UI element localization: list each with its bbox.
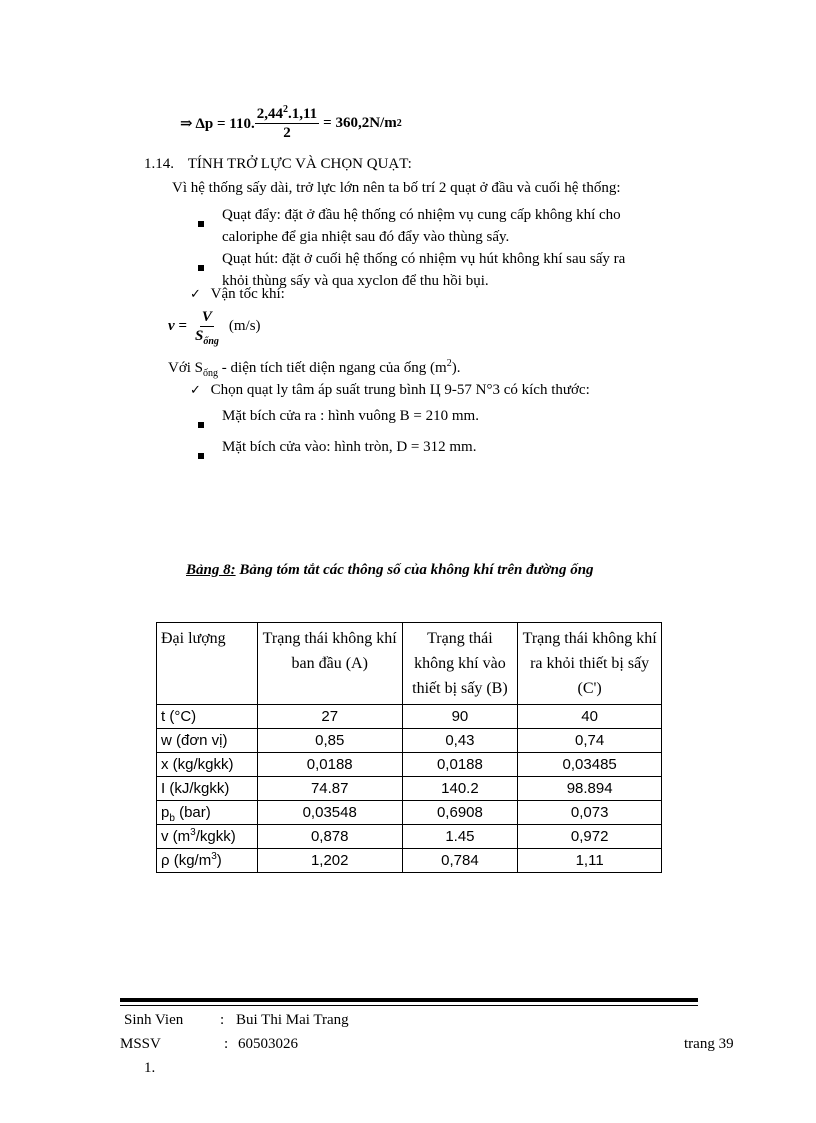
checkmark-icon: ✓	[190, 287, 201, 302]
square-bullet-icon	[198, 453, 204, 459]
table-cell: 0,878	[257, 825, 402, 849]
row-label: I (kJ/kgkk)	[157, 777, 258, 801]
table-cell: 0,03548	[257, 801, 402, 825]
formula-v-numerator: V	[201, 309, 212, 325]
label-main: ρ (kg/m	[161, 852, 212, 869]
def-subscript: ống	[203, 368, 219, 379]
caption-prefix: Bảng 8:	[186, 562, 236, 578]
caption-text: Bảng tóm tắt các thông số của không khí trên đường ống	[235, 562, 594, 578]
flange-outlet-text: Mặt bích cửa ra : hình vuông B = 210 mm.	[222, 408, 479, 424]
table-cell: 1.45	[402, 825, 518, 849]
square-bullet-icon	[198, 265, 204, 271]
formula-v-den-sub: ống	[203, 336, 219, 347]
table-cell: 0,073	[518, 801, 662, 825]
bullet-text-line: Quạt đẩy: đặt ở đầu hệ thống có nhiệm vụ cung cấp không khí cho	[222, 207, 621, 223]
flange-inlet-text: Mặt bích cửa vào: hình tròn, D = 312 mm.	[222, 439, 477, 455]
formula-lhs: ⇒ Δp = 110.	[180, 116, 255, 132]
formula-num-base: 2,44	[256, 106, 283, 122]
section-number: 1.14.	[144, 156, 174, 172]
footer-mssv-value: 60503026	[238, 1036, 298, 1052]
formula-v-unit: (m/s)	[228, 318, 261, 334]
def-exponent: 2	[446, 358, 452, 369]
formula-v-lhs: v =	[168, 318, 187, 334]
formula-num-exp: 2	[282, 104, 288, 115]
label-rest: /kgkk)	[195, 828, 236, 845]
formula-v-fraction	[193, 308, 221, 345]
row-label: t (°C)	[157, 705, 258, 729]
fan-type-list	[198, 204, 698, 292]
footer-mssv-label: MSSV	[120, 1036, 161, 1052]
cross-section-definition	[168, 360, 460, 377]
label-rest: (bar)	[174, 804, 211, 821]
table-cell: 0,0188	[257, 753, 402, 777]
row-label	[157, 849, 258, 873]
list-item	[198, 436, 479, 467]
table-cell: 40	[518, 705, 662, 729]
table-row	[157, 705, 662, 729]
table-cell: 140.2	[402, 777, 518, 801]
table-cell: 1,11	[518, 849, 662, 873]
summary-table	[156, 622, 662, 873]
footer-rule-thin	[120, 1005, 698, 1006]
footer-student-label: Sinh Vien	[124, 1012, 184, 1028]
table-row	[157, 777, 662, 801]
def-end: ).	[451, 360, 461, 376]
table-cell: 0,972	[518, 825, 662, 849]
table-row	[157, 825, 662, 849]
bullet-text-line: khỏi thùng sấy và qua xyclon để thu hồi bụi.	[222, 273, 489, 289]
footer-mssv-sep: :	[224, 1036, 229, 1052]
label-sup: 3	[190, 827, 196, 838]
table-row	[157, 729, 662, 753]
column-header: Đại lượng	[157, 623, 258, 705]
formula-num-rest: .1,11	[287, 106, 318, 122]
label-main: p	[161, 804, 170, 821]
intro-paragraph: Vì hệ thống sấy dài, trở lực lớn nên ta bố trí 2 quạt ở đầu và cuối hệ thống:	[172, 180, 621, 196]
row-label	[157, 801, 258, 825]
formula-denominator: 2	[283, 125, 291, 141]
footer-rule-thick	[120, 998, 698, 1002]
column-header: Trạng thái không khí ra khỏi thiết bị sấy (C')	[518, 623, 662, 705]
footer-list-mark: 1.	[144, 1060, 156, 1076]
table-header-row	[157, 623, 662, 705]
table-row	[157, 753, 662, 777]
table-row	[157, 849, 662, 873]
formula-v-denominator	[193, 327, 221, 345]
table-cell: 0,43	[402, 729, 518, 753]
table-cell: 1,202	[257, 849, 402, 873]
table-cell: 98.894	[518, 777, 662, 801]
formula-pressure-drop: ⇒ Δp = 110. $\frac{2,44^2.1,11}{2}$ = 360,2N/m 2	[180, 104, 402, 141]
footer-student-name: Bui Thi Mai Trang	[236, 1012, 349, 1028]
table-cell: 0,6908	[402, 801, 518, 825]
list-item	[198, 204, 698, 248]
bullet-text-line: Quạt hút: đặt ở cuối hệ thống có nhiệm vụ hút không khí sau sấy ra	[222, 251, 626, 267]
table-cell: 0,784	[402, 849, 518, 873]
formula-v-den-base: S	[194, 328, 204, 344]
square-bullet-icon	[198, 422, 204, 428]
row-label	[157, 825, 258, 849]
label-main: v (m	[161, 828, 191, 845]
list-item	[198, 405, 479, 436]
table-cell: 74.87	[257, 777, 402, 801]
def-prefix: Với S	[168, 360, 204, 376]
def-body: - diện tích tiết diện ngang của ống (m	[218, 360, 447, 376]
label-sub: b	[169, 813, 175, 824]
formula-velocity	[168, 308, 261, 345]
fan-selection-text: Chọn quạt ly tâm áp suất trung bình Ц 9-57 N°3 có kích thước:	[210, 382, 590, 398]
table-cell: 0,03485	[518, 753, 662, 777]
checkmark-icon: ✓	[190, 383, 201, 398]
flange-list	[198, 405, 479, 467]
formula-fraction	[255, 105, 319, 142]
formula-rhs: = 360,2N/m	[323, 115, 397, 131]
square-bullet-icon	[198, 221, 204, 227]
section-title: TÍNH TRỞ LỰC VÀ CHỌN QUẠT:	[187, 156, 412, 172]
table-caption	[186, 562, 594, 579]
table-cell: 0,85	[257, 729, 402, 753]
table-cell: 90	[402, 705, 518, 729]
label-rest: )	[216, 852, 222, 869]
bullet-text-line: caloriphe để gia nhiệt sau đó đẩy vào thùng sấy.	[222, 229, 510, 245]
footer-page-number: trang 39	[684, 1036, 734, 1052]
column-header: Trạng thái không khí vào thiết bị sấy (B)	[402, 623, 518, 705]
velocity-check-item	[190, 286, 285, 303]
fan-selection-item	[190, 382, 590, 399]
label-sup: 3	[211, 851, 217, 862]
table-row	[157, 801, 662, 825]
table-cell: 0,0188	[402, 753, 518, 777]
row-label: w (đơn vị)	[157, 729, 258, 753]
table-cell: 27	[257, 705, 402, 729]
section-heading	[144, 156, 412, 173]
formula-numerator	[255, 105, 319, 124]
column-header: Trạng thái không khí ban đầu (A)	[257, 623, 402, 705]
velocity-label: Vận tốc khí:	[210, 286, 285, 302]
table-cell: 0,74	[518, 729, 662, 753]
footer-student-sep: :	[220, 1012, 225, 1028]
row-label: x (kg/kgkk)	[157, 753, 258, 777]
